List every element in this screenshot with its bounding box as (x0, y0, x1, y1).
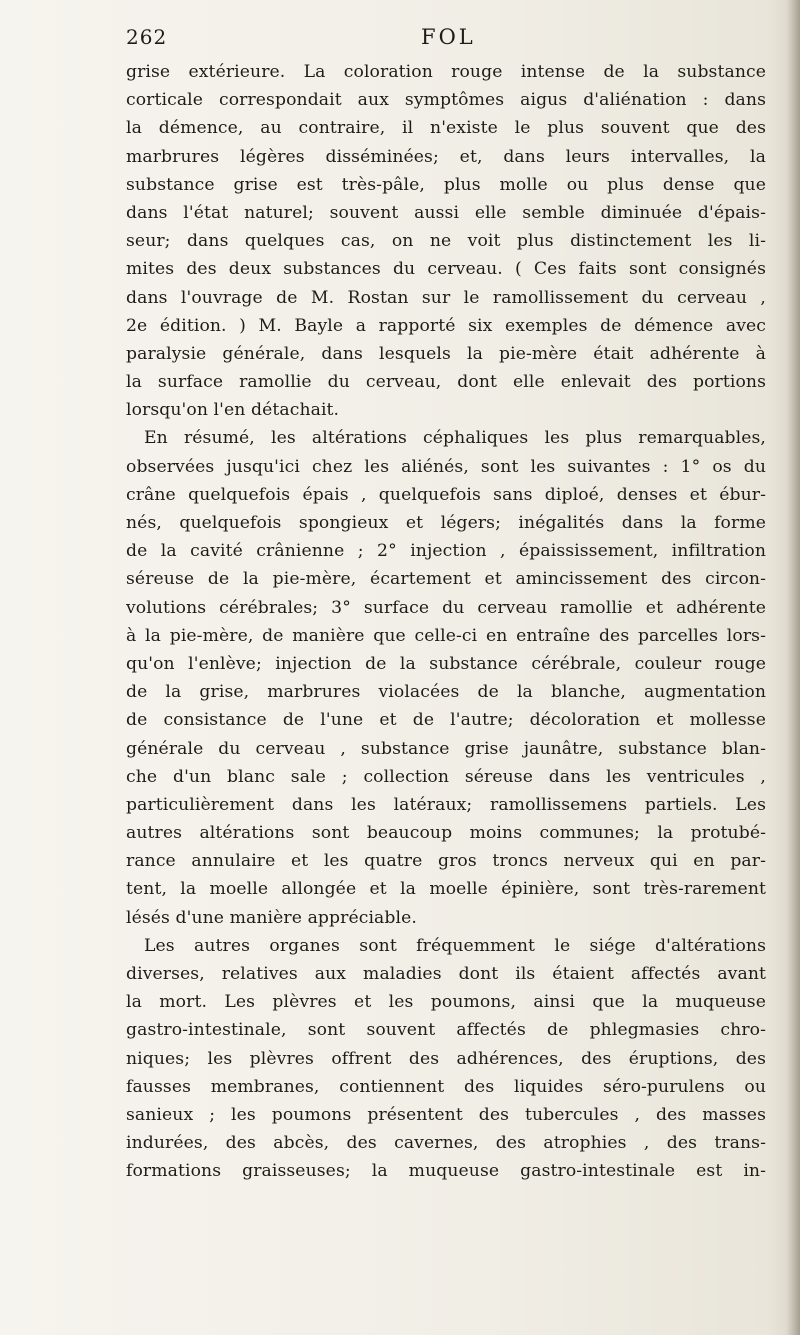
text-line: la mort. Les plèvres et les poumons, ainsi que la muqueuse (126, 992, 766, 1013)
text-line: crâne quelquefois épais , quelquefois sans diploé, denses et ébur- (126, 484, 766, 505)
text-line: dans l'état naturel; souvent aussi elle semble diminuée d'épais- (126, 202, 766, 223)
text-line: volutions cérébrales; 3° surface du cerveau ramollie et adhérente (126, 597, 766, 618)
text-line: seur; dans quelques cas, on ne voit plus distinctement les li- (126, 231, 766, 252)
page-edge-shadow (786, 0, 800, 1335)
text-line: qu'on l'enlève; injection de la substance cérébrale, couleur rouge (126, 653, 766, 674)
text-line: générale du cerveau , substance grise jaunâtre, substance blan- (126, 738, 766, 759)
text-line: rance annulaire et les quatre gros troncs nerveux qui en par- (126, 851, 766, 872)
text-line: substance grise est très-pâle, plus molle ou plus dense que (126, 174, 766, 195)
text-line: dans l'ouvrage de M. Rostan sur le ramollissement du cerveau , (126, 287, 766, 308)
text-line: autres altérations sont beaucoup moins communes; la protubé- (126, 823, 766, 844)
text-line: diverses, relatives aux maladies dont ils étaient affectés avant (126, 964, 766, 984)
running-head: FOL (421, 25, 476, 49)
text-line: Les autres organes sont fréquemment le siége d'altérations (144, 935, 766, 956)
text-line: de la grise, marbrures violacées de la blanche, augmentation (126, 682, 766, 703)
text-line: à la pie-mère, de manière que celle-ci en entraîne des parcelles lors- (126, 625, 766, 646)
body-text (126, 58, 766, 1186)
text-line: de la cavité crânienne ; 2° injection , épaississement, infiltration (126, 541, 766, 562)
text-line: marbrures légères disséminées; et, dans leurs intervalles, la (126, 146, 766, 167)
text-line: lésés d'une manière appréciable. (126, 907, 417, 928)
text-line: sanieux ; les poumons présentent des tubercules , des masses (126, 1104, 766, 1125)
text-line: de consistance de l'une et de l'autre; décoloration et mollesse (126, 710, 766, 731)
text-line: grise extérieure. La coloration rouge intense de la substance (126, 62, 766, 82)
text-line: gastro-intestinale, sont souvent affectés de phlegmasies chro- (126, 1020, 766, 1041)
text-line: formations graisseuses; la muqueuse gastro-intestinale est in- (126, 1161, 766, 1182)
text-line: En résumé, les altérations céphaliques les plus remarquables, (144, 428, 766, 449)
text-line: 2e édition. ) M. Bayle a rapporté six exemples de démence avec (126, 315, 766, 336)
text-line: la démence, au contraire, il n'existe le plus souvent que des (126, 118, 766, 139)
text-line: niques; les plèvres offrent des adhérences, des éruptions, des (126, 1048, 766, 1069)
text-line: corticale correspondait aux symptômes aigus d'aliénation : dans (126, 90, 766, 111)
page-number: 262 (126, 25, 168, 49)
text-line: che d'un blanc sale ; collection séreuse dans les ventricules , (126, 766, 766, 787)
text-line: la surface ramollie du cerveau, dont elle enlevait des portions (126, 372, 766, 393)
page-header (126, 25, 746, 53)
text-line: nés, quelquefois spongieux et légers; inégalités dans la forme (126, 513, 766, 533)
text-line: mites des deux substances du cerveau. ( Ces faits sont consignés (126, 259, 766, 280)
text-line: tent, la moelle allongée et la moelle épinière, sont très-rarement (126, 879, 766, 900)
text-line: paralysie générale, dans lesquels la pie-mère était adhérente à (126, 343, 766, 364)
text-line: lorsqu'on l'en détachait. (126, 400, 340, 421)
text-line: particulièrement dans les latéraux; ramollissemens partiels. Les (126, 794, 766, 815)
text-line: observées jusqu'ici chez les aliénés, sont les suivantes : 1° os du (126, 456, 766, 477)
text-line: séreuse de la pie-mère, écartement et amincissement des circon- (126, 569, 766, 590)
text-line: indurées, des abcès, des cavernes, des atrophies , des trans- (126, 1133, 766, 1154)
text-line: fausses membranes, contiennent des liquides séro-purulens ou (126, 1076, 766, 1097)
